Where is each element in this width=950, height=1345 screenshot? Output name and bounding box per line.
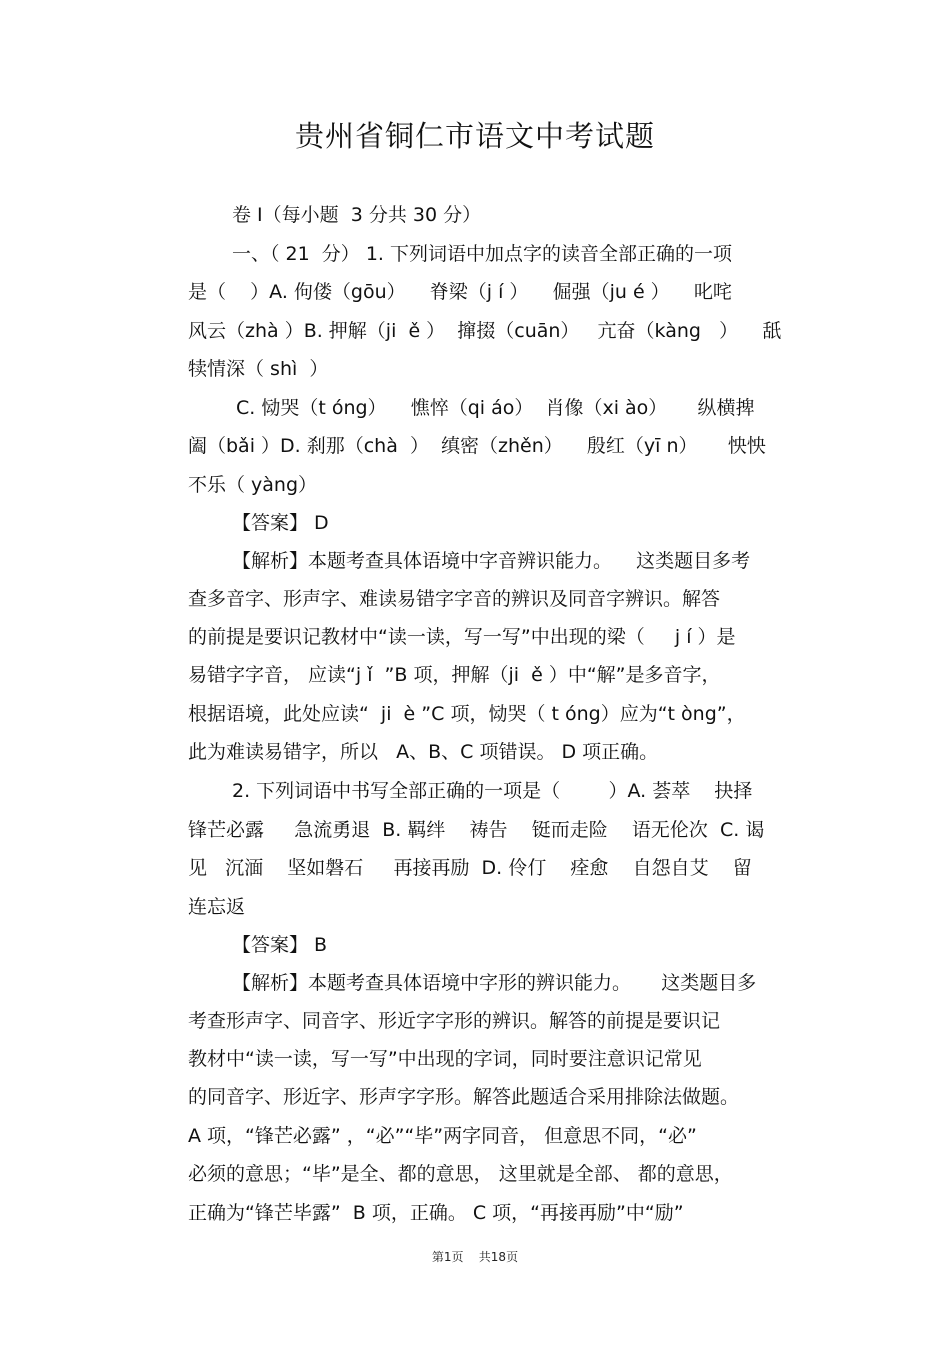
- question-1-line: 犊情深（ shì ）: [188, 358, 329, 380]
- question-1-line: 阖（bǎi ）D. 刹那（chà ） 缜密（zhěn） 殷红（yī n） 怏怏: [188, 435, 766, 457]
- analysis-2-line: 的同音字、形近字、形声字字形。解答此题适合采用排除法做题。: [188, 1086, 740, 1108]
- analysis-2-line: 【解析】本题考查具体语境中字形的辨识能力。 这类题目多: [232, 972, 757, 994]
- answer-1: 【答案】 D: [232, 512, 329, 534]
- question-1-line: 不乐（ yàng）: [188, 474, 318, 496]
- section-heading: 卷 I（每小题 3 分共 30 分）: [232, 204, 482, 226]
- question-1-line: 一、（ 21 分） 1. 下列词语中加点字的读音全部正确的一项: [232, 243, 733, 265]
- question-2-line: 见 沉湎 坚如磐石 再接再励 D. 伶仃 痊愈 自怨自艾 留: [188, 857, 752, 879]
- analysis-2-line: 考查形声字、同音字、形近字字形的辨识。解答的前提是要识记: [188, 1010, 721, 1032]
- analysis-1-line: 易错字字音， 应读“j ǐ ”B 项，押解（ji ě ）中“解”是多音字，: [188, 664, 721, 686]
- analysis-2-line: 必须的意思；“毕”是全、都的意思， 这里就是全部、 都的意思，: [188, 1163, 733, 1185]
- question-2-line: 锋芒必露 急流勇退 B. 羁绊 祷告 铤而走险 语无伦次 C. 谒: [188, 819, 765, 841]
- document-title: 贵州省铜仁市语文中考试题: [294, 119, 655, 153]
- answer-2: 【答案】 B: [232, 934, 328, 956]
- analysis-1-line: 的前提是要识记教材中“读一读，写一写”中出现的梁（ j í ）是: [188, 626, 736, 648]
- analysis-1-line: 【解析】本题考查具体语境中字音辨识能力。 这类题目多考: [232, 550, 751, 572]
- question-1-line: 是（ ）A. 佝偻（gōu） 脊梁（j í ） 倔强（ju é ） 叱咤: [188, 281, 732, 303]
- analysis-2-line: A 项，“锋芒必露” ，“必”“毕”两字同音， 但意思不同，“必”: [188, 1125, 697, 1147]
- question-2-line: 连忘返: [188, 896, 246, 918]
- question-2-line: 2. 下列词语中书写全部正确的一项是（ ）A. 荟萃 抉择: [232, 780, 753, 802]
- question-1-line: C. 恸哭（t óng） 憔悴（qi áo） 肖像（xi ào） 纵横捭: [236, 397, 755, 419]
- analysis-2-line: 教材中“读一读，写一写”中出现的字词，同时要注意识记常见: [188, 1048, 702, 1070]
- analysis-1-line: 查多音字、形声字、难读易错字字音的辨识及同音字辨识。解答: [188, 588, 721, 610]
- analysis-2-line: 正确为“锋芒毕露” B 项，正确。 C 项，“再接再励”中“励”: [188, 1202, 684, 1224]
- question-1-line: 风云（zhà ）B. 押解（ji ě ） 撺掇（cuān） 亢奋（kàng ） 舐: [188, 320, 782, 342]
- page-footer: 第1页 共18页: [431, 1250, 519, 1264]
- analysis-1-line: 此为难读易错字，所以 A、B、C 项错误。 D 项正确。: [188, 741, 659, 763]
- analysis-1-line: 根据语境，此处应读“ ji è ”C 项，恸哭（ t óng）应为“t òng”，: [188, 703, 746, 725]
